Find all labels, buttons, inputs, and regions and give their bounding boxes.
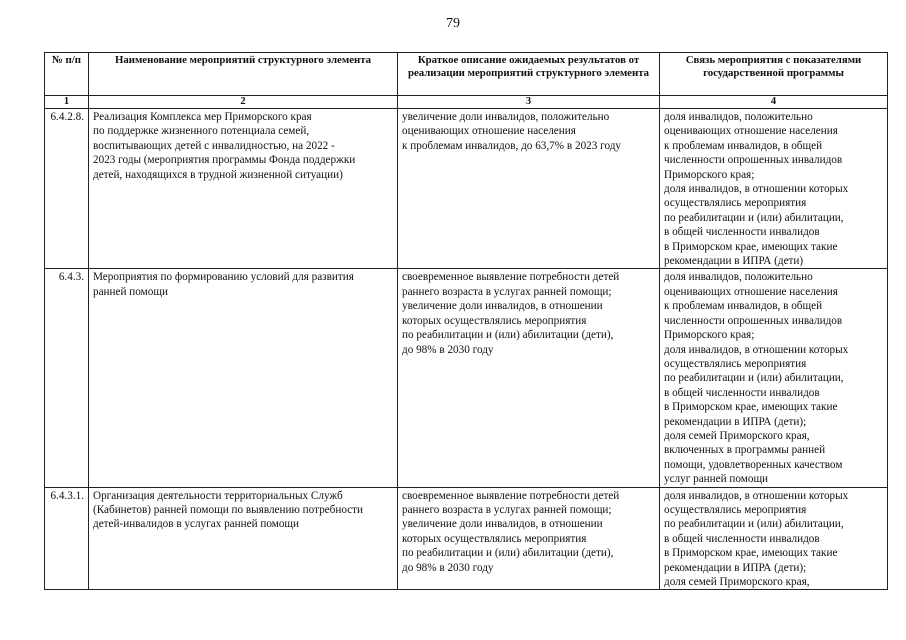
text-line: Организация деятельности территориальных Служб [93,489,343,502]
text-line: помощи, удовлетворенных качеством [664,458,843,471]
page-number: 79 [446,16,460,31]
program-indicators [660,269,888,487]
column-numbers-row [45,96,888,109]
text-line: по реабилитации и (или) абилитации (дети), [402,329,614,342]
text-line: по реабилитации и (или) абилитации, [664,518,844,531]
text-line: осуществлялись мероприятия [664,197,807,210]
text-line: (Кабинетов) ранней помощи по выявлению потребности [93,503,364,516]
text-line: детей, находящихся в трудной жизненной ситуации) [93,168,343,181]
text-line: в Приморском крае, имеющих такие [664,401,838,414]
column-number: 3 [398,96,660,109]
expected-results [398,269,660,487]
text-line: численности опрошенных инвалидов [664,314,843,327]
text-line: осуществлялись мероприятия [664,503,807,516]
text-line: доля инвалидов, положительно [664,111,813,123]
expected-results [398,487,660,590]
program-indicators [660,487,888,590]
table-row [45,487,888,590]
text-line: ранней помощи [93,285,168,298]
text-line: доля инвалидов, положительно [664,271,813,284]
text-line: оценивающих отношение населения [664,125,838,138]
text-line: которых осуществлялись мероприятия [402,532,587,545]
text-line: по поддержке жизненного потенциала семей, [93,125,310,138]
text-line: доля инвалидов, в отношении которых [664,489,849,502]
header-results: Краткое описание ожидаемых результатов от реализации мероприятий структурного элемента [398,53,660,96]
text-line: по реабилитации и (или) абилитации, [664,372,844,385]
text-line: по реабилитации и (или) абилитации (дети), [402,547,614,560]
text-line: своевременное выявление потребности детей [402,271,620,284]
text-line: увеличение доли инвалидов, положительно [402,111,610,123]
text-line: в общей численности инвалидов [664,532,820,545]
text-line: в Приморском крае, имеющих такие [664,240,838,253]
text-line: доля семей Приморского края, [664,576,810,588]
text-line: в общей численности инвалидов [664,386,820,399]
text-line: своевременное выявление потребности детей [402,489,620,502]
text-line: численности опрошенных инвалидов [664,154,843,167]
text-line: рекомендации в ИПРА (дети); [664,561,807,574]
measure-name [89,269,398,487]
column-number: 4 [660,96,888,109]
text-line: осуществлялись мероприятия [664,357,807,370]
text-line: раннего возраста в услугах ранней помощи; [402,503,612,516]
table-row [45,269,888,487]
text-line: раннего возраста в услугах ранней помощи; [402,285,612,298]
text-line: оценивающих отношение населения [402,125,576,138]
text-line: Приморского края; [664,329,755,342]
text-line: к проблемам инвалидов, до 63,7% в 2023 году [402,139,622,152]
text-line: Реализация Комплекса мер Приморского края [93,111,312,123]
header-name: Наименование мероприятий структурного элемента [89,53,398,96]
text-line: включенных в программы ранней [664,444,826,457]
table-header-row [45,53,888,96]
text-line: 2023 годы (мероприятия программы Фонда поддержки [93,154,356,167]
program-indicators [660,109,888,269]
expected-results [398,109,660,269]
column-number: 2 [89,96,398,109]
text-line: Приморского края; [664,168,755,181]
text-line: воспитывающих детей с инвалидностью, на 2022 - [93,139,335,152]
row-number: 6.4.2.8. [45,109,89,269]
text-line: до 98% в 2030 году [402,561,494,574]
text-line: оценивающих отношение населения [664,285,838,298]
text-line: увеличение доли инвалидов, в отношении [402,518,603,531]
header-indicators: Связь мероприятия с показателями государственной программы [660,53,888,96]
row-number: 6.4.3. [45,269,89,487]
text-line: Мероприятия по формированию условий для развития [93,271,354,284]
text-line: доля инвалидов, в отношении которых [664,183,849,196]
text-line: детей-инвалидов в услугах ранней помощи [93,518,300,531]
text-line: рекомендации в ИПРА (дети) [664,255,804,268]
row-number: 6.4.3.1. [45,487,89,590]
text-line: рекомендации в ИПРА (дети); [664,415,807,428]
text-line: которых осуществлялись мероприятия [402,314,587,327]
measure-name [89,109,398,269]
text-line: к проблемам инвалидов, в общей [664,300,823,313]
column-number: 1 [45,96,89,109]
text-line: в общей численности инвалидов [664,226,820,239]
measure-name [89,487,398,590]
measures-table [44,52,888,590]
table-row [45,109,888,269]
header-number: № п/п [45,53,89,96]
text-line: до 98% в 2030 году [402,343,494,356]
text-line: доля семей Приморского края, [664,429,810,442]
text-line: в Приморском крае, имеющих такие [664,547,838,560]
text-line: по реабилитации и (или) абилитации, [664,211,844,224]
text-line: доля инвалидов, в отношении которых [664,343,849,356]
text-line: к проблемам инвалидов, в общей [664,139,823,152]
text-line: услуг ранней помощи [664,473,769,486]
text-line: увеличение доли инвалидов, в отношении [402,300,603,313]
